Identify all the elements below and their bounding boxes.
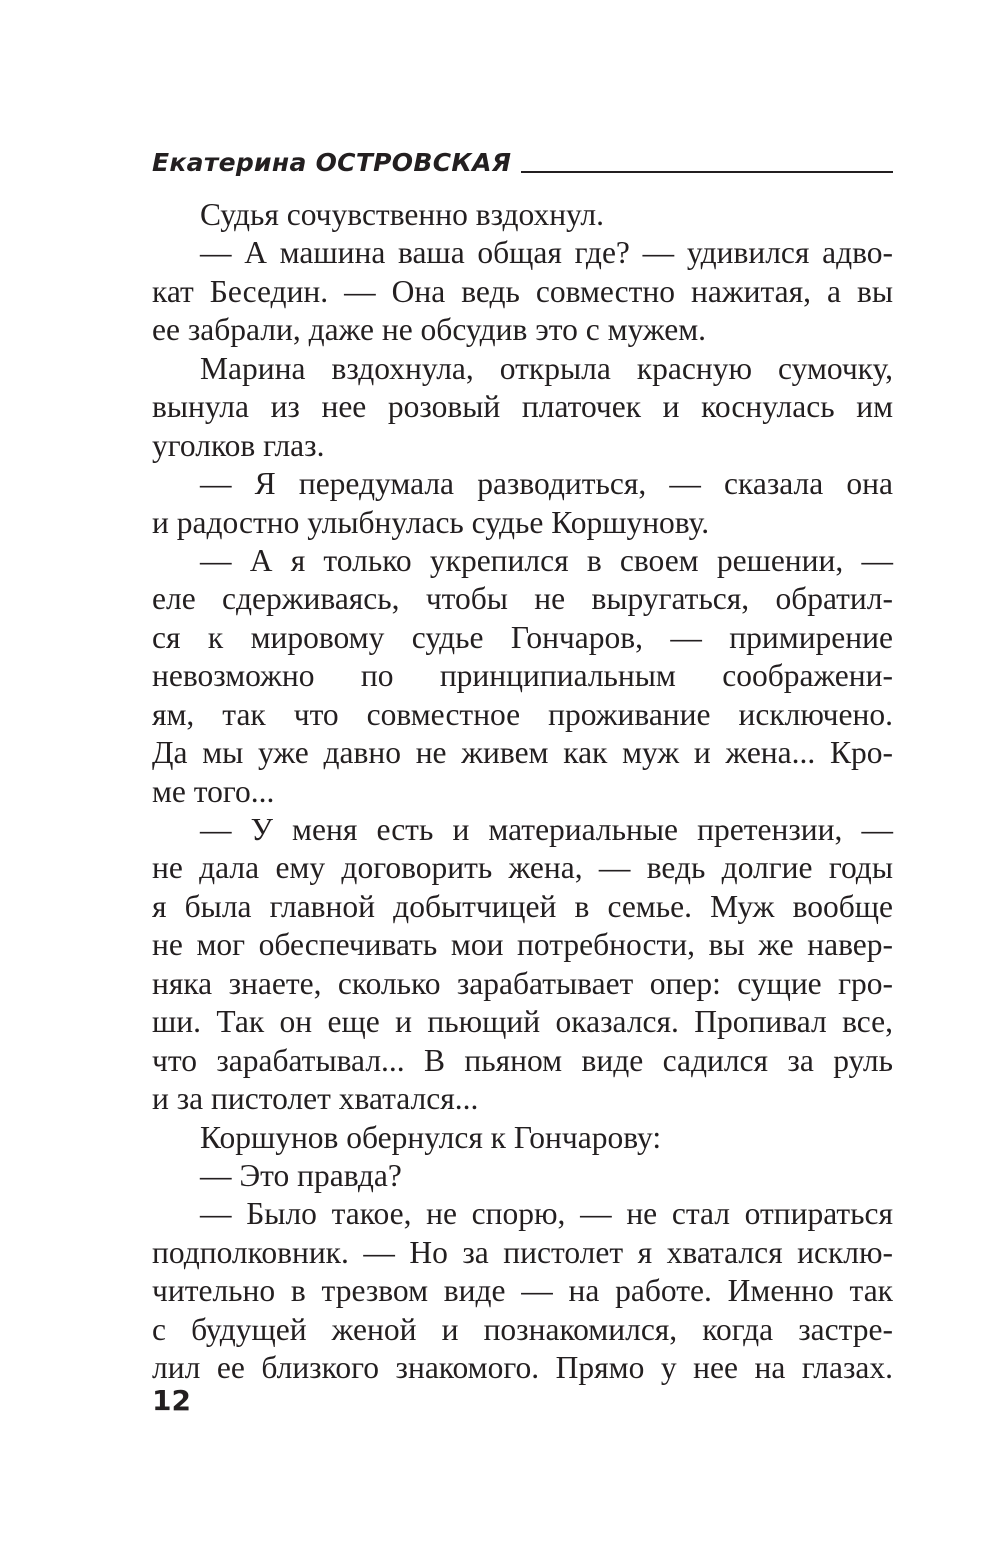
text-line: невозможно по принципиальным соображени- [152, 658, 893, 694]
text-line: не дала ему договорить жена, — ведь долгие годы [152, 850, 893, 886]
text-line: чительно в трезвом виде — на работе. Именно так [152, 1273, 893, 1309]
text-line: Коршунов обернулся к Гончарову: [200, 1119, 662, 1155]
text-line: уголков глаз. [152, 427, 325, 463]
text-line: Марина вздохнула, открыла красную сумочку, [200, 350, 893, 386]
text-line: — Это правда? [200, 1157, 402, 1193]
text-line: ее забрали, даже не обсудив это с мужем. [152, 312, 707, 348]
text-line: — Я передумала разводиться, — сказала она [200, 466, 893, 502]
text-line: с будущей женой и познакомился, когда застре- [152, 1311, 893, 1347]
header-rule [521, 171, 893, 173]
text-line: кат Беседин. — Она ведь совместно нажитая, а вы [152, 273, 893, 309]
text-line: и радостно улыбнулась судье Коршунову. [152, 504, 710, 540]
text-line: я была главной добытчицей в семье. Муж вообще [152, 888, 893, 924]
text-line: еле сдерживаясь, чтобы не выругаться, обратил- [152, 581, 893, 617]
body-text [152, 196, 893, 1388]
text-line: — Было такое, не спорю, — не стал отпираться [200, 1196, 893, 1232]
text-line: ям, так что совместное проживание исключено. [152, 696, 893, 732]
text-line: — У меня есть и материальные претензии, — [200, 812, 893, 847]
text-line: подполковник. — Но за пистолет я хватался исклю- [152, 1234, 893, 1270]
text-line: не мог обеспечивать мои потребности, вы же навер- [152, 927, 893, 963]
page-number: 12 [152, 1384, 191, 1417]
text-line: вынула из нее розовый платочек и коснулась им [152, 389, 893, 425]
text-line: лил ее близкого знакомого. Прямо у нее на глазах. [152, 1350, 893, 1386]
text-line: — А я только укрепился в своем решении, — [200, 542, 893, 578]
author-name: Екатерина ОСТРОВСКАЯ [152, 148, 512, 177]
text-line: Судья сочувственно вздохнул. [200, 197, 605, 232]
text-line: няка знаете, сколько зарабатывает опер: сущие гро- [152, 965, 893, 1001]
running-head [152, 138, 893, 178]
text-line: Да мы уже давно не живем как муж и жена... Кро- [152, 735, 893, 771]
text-line: ме того... [152, 773, 275, 809]
text-line: — А машина ваша общая где? — удивился адво- [200, 235, 893, 271]
text-line: и за пистолет хватался... [152, 1081, 479, 1117]
text-line: ши. Так он еще и пьющий оказался. Пропивал все, [152, 1004, 893, 1040]
text-line: ся к мировому судье Гончаров, — примирение [152, 619, 893, 655]
text-line: что зарабатывал... В пьяном виде садился за руль [152, 1042, 893, 1078]
